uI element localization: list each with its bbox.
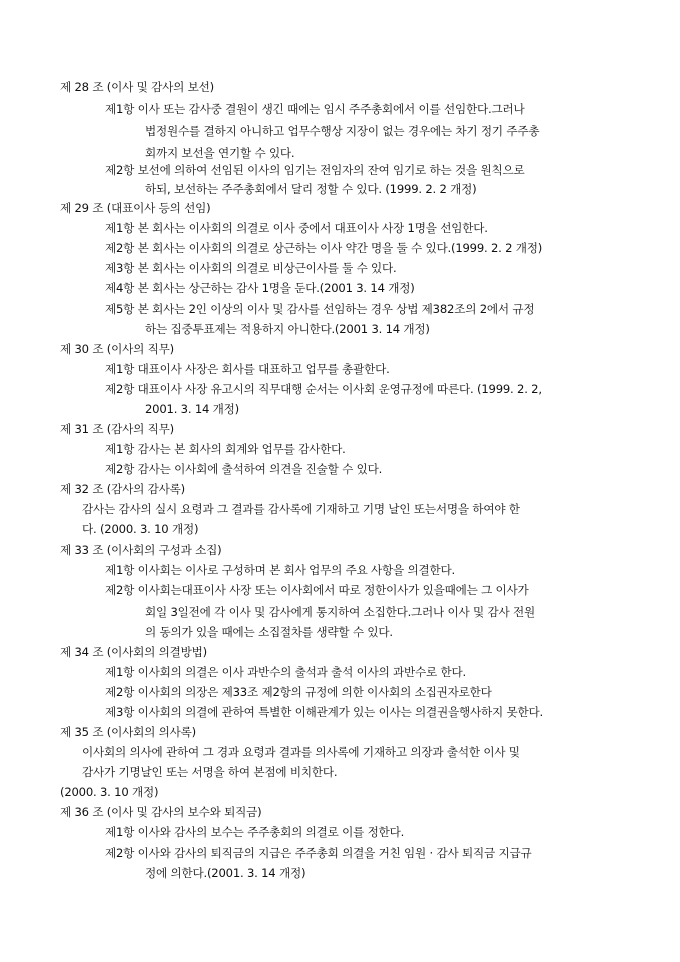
article-31-heading: 제 31 조 (감사의 직무) (60, 422, 174, 436)
article-33-heading: 제 33 조 (이사회의 구성과 소집) (60, 543, 222, 557)
article-29-line-4: 제4항 본 회사는 상근하는 감사 1명을 둔다.(2001 3. 14 개정) (105, 281, 415, 295)
article-33-line-4: 의 동의가 있을 때에는 소집절차를 생략할 수 있다. (145, 625, 393, 639)
article-36-heading: 제 36 조 (이사 및 감사의 보수와 퇴직금) (60, 805, 262, 819)
article-28-heading: 제 28 조 (이사 및 감사의 보선) (60, 80, 214, 94)
article-35-line-1: 이사회의 의사에 관하여 그 경과 요령과 결과를 의사록에 기재하고 의장과 출석한 이사 및 (82, 745, 520, 759)
article-30-line-1: 제1항 대표이사 사장은 회사를 대표하고 업무를 총괄한다. (105, 362, 390, 376)
article-32-heading: 제 32 조 (감사의 감사록) (60, 482, 185, 496)
article-36-line-1: 제1항 이사와 감사의 보수는 주주총회의 의결로 이를 정한다. (105, 825, 405, 839)
article-34-line-2: 제2항 이사회의 의장은 제33조 제2항의 규정에 의한 이사회의 소집권자로한다 (105, 685, 492, 699)
article-34-line-1: 제1항 이사회의 의결은 이사 과반수의 출석과 출석 이사의 과반수로 한다. (105, 665, 467, 679)
article-29-line-6: 하는 집중투표제는 적용하지 아니한다.(2001 3. 14 개정) (145, 322, 430, 336)
article-31-line-1: 제1항 감사는 본 회사의 회계와 업무를 감사한다. (105, 442, 346, 456)
article-33-line-3: 회일 3일전에 각 이사 및 감사에게 통지하여 소집한다.그러나 이사 및 감사 전원 (145, 605, 535, 619)
article-32-line-2: 다. (2000. 3. 10 개정) (82, 522, 199, 536)
article-34-line-3: 제3항 이사회의 의결에 관하여 특별한 이해관계가 있는 이사는 의결권을행사하지 못한다. (105, 705, 544, 719)
article-34-heading: 제 34 조 (이사회의 의결방법) (60, 645, 207, 659)
article-29-line-1: 제1항 본 회사는 이사회의 의결로 이사 중에서 대표이사 사장 1명을 선임한다. (105, 221, 488, 235)
article-29-line-3: 제3항 본 회사는 이사회의 의결로 비상근이사를 둘 수 있다. (105, 261, 397, 275)
article-29-heading: 제 29 조 (대표이사 등의 선임) (60, 201, 211, 215)
article-29-line-2: 제2항 본 회사는 이사회의 의결로 상근하는 이사 약간 명을 둘 수 있다.(1999. 2. 2 개정) (105, 241, 543, 255)
article-30-heading: 제 30 조 (이사의 직무) (60, 342, 174, 356)
article-35-heading: 제 35 조 (이사회의 의사록) (60, 725, 196, 739)
article-33-line-2: 제2항 이사회는대표이사 사장 또는 이사회에서 따로 정한이사가 있을때에는 그 이사가 (105, 583, 529, 597)
article-32-line-1: 감사는 감사의 실시 요령과 그 결과를 감사록에 기재하고 기명 날인 또는서명을 하여야 한 (82, 502, 520, 516)
article-33-line-1: 제1항 이사회는 이사로 구성하며 본 회사 업무의 주요 사항을 의결한다. (105, 563, 456, 577)
article-36-line-3: 정에 의한다.(2001. 3. 14 개정) (145, 866, 306, 880)
article-35-line-2: 감사가 기명날인 또는 서명을 하여 본점에 비치한다. (82, 765, 338, 779)
article-30-line-3: 2001. 3. 14 개정) (145, 402, 239, 416)
article-31-line-2: 제2항 감사는 이사회에 출석하여 의견을 진술할 수 있다. (105, 462, 383, 476)
article-29-line-5: 제5항 본 회사는 2인 이상의 이사 및 감사를 선임하는 경우 상법 제382조의 2에서 규정 (105, 302, 535, 316)
article-28-line-3: 회까지 보선을 연기할 수 있다. (145, 146, 295, 160)
article-28-line-4: 제2항 보선에 의하여 선임된 이사의 임기는 전임자의 잔여 임기로 하는 것을 원칙으로 (105, 163, 525, 177)
article-30-line-2: 제2항 대표이사 사장 유고시의 직무대행 순서는 이사회 운영규정에 따른다. (1999. 2. 2, (105, 382, 542, 396)
article-28-line-5: 하되, 보선하는 주주총회에서 달리 정할 수 있다. (1999. 2. 2 개정) (145, 182, 477, 196)
article-35-line-3: (2000. 3. 10 개정) (60, 785, 159, 799)
article-28-line-1: 제1항 이사 또는 감사중 결원이 생긴 때에는 임시 주주총회에서 이를 선임한다.그러나 (105, 102, 525, 116)
article-28-line-2: 법정원수를 결하지 아니하고 업무수행상 지장이 없는 경우에는 차기 정기 주주총 (145, 124, 540, 138)
article-36-line-2: 제2항 이사와 감사의 퇴직금의 지급은 주주총회 의결을 거친 임원 · 감사 퇴직금 지급규 (105, 846, 532, 860)
